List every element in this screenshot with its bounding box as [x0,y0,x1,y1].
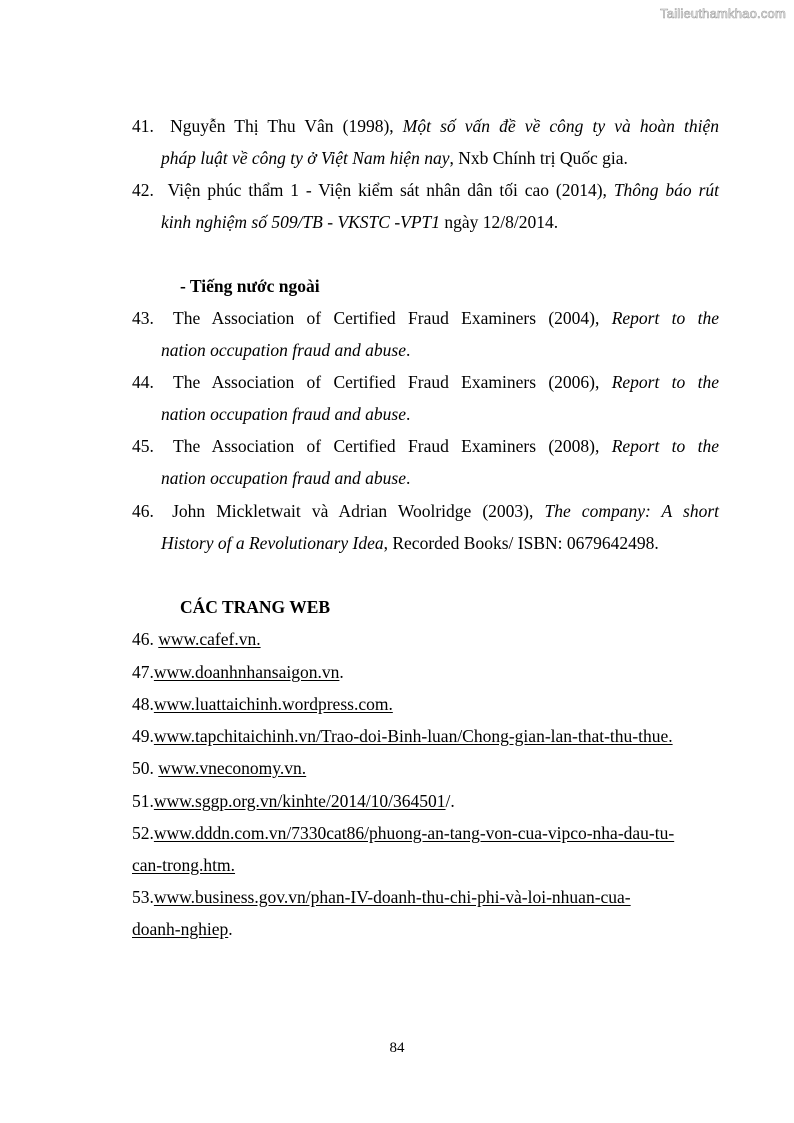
reference-text: ngày 12/8/2014. [440,212,559,232]
website-suffix: . [339,662,344,682]
reference-46 [132,495,719,559]
website-link[interactable]: www.sggp.org.vn/kinhte/2014/10/364501 [153,791,446,811]
reference-number: 43. [132,308,154,328]
website-number: 52. [132,823,154,843]
reference-number: 44. [132,372,154,392]
reference-43 [132,302,719,366]
page-number: 84 [389,1040,405,1056]
website-link[interactable]: www.dddn.com.vn/7330cat86/phuong-an-tang-von-cua-vipco-nha-dau-tu- [153,823,675,843]
reference-45 [132,430,719,494]
website-item-continued [132,849,732,881]
reference-number: 41. [132,116,154,136]
reference-41 [132,110,719,174]
reference-title: Một số vấn đề về công ty và hoàn thiện [402,116,719,136]
website-item [132,817,732,849]
website-number: 51. [132,791,154,811]
website-number: 46. [132,629,159,649]
reference-text: . [405,468,411,488]
reference-title: nation occupation fraud and abuse [161,340,406,360]
foreign-references-heading: - Tiếng nước ngoài [180,276,320,296]
reference-42 [132,174,719,238]
website-link[interactable]: www.vneconomy.vn. [158,758,307,778]
reference-text: Nguyễn Thị Thu Vân (1998), [161,116,403,136]
reference-number: 45. [132,436,154,456]
reference-title: pháp luật về công ty ở Việt Nam hiện nay [161,148,450,168]
reference-title: Report to the [611,372,719,392]
website-link[interactable]: www.cafef.vn. [158,629,261,649]
reference-number: 46. [132,501,154,521]
website-link[interactable]: doanh-nghiep [132,919,229,939]
website-link[interactable]: www.tapchitaichinh.vn/Trao-doi-Binh-luan/Chong-gian-lan-that-thu-thue. [153,726,673,746]
website-number: 50. [132,758,159,778]
website-item [132,623,732,655]
reference-title: nation occupation fraud and abuse [161,404,406,424]
reference-title: Report to the [611,436,719,456]
website-item [132,785,732,817]
reference-text: , Recorded Books/ ISBN: 0679642498. [383,533,659,553]
reference-text: The Association of Certified Fraud Examiners (2006), [161,372,612,392]
website-number: 49. [132,726,154,746]
reference-text: . [405,404,411,424]
website-item [132,688,732,720]
reference-title: kinh nghiệm số 509/TB - VKSTC -VPT1 [161,212,441,232]
websites-heading: CÁC TRANG WEB [180,597,331,617]
reference-title: The company: A short [544,501,719,521]
website-link[interactable]: www.doanhnhansaigon.vn [153,662,340,682]
reference-text: , Nxb Chính trị Quốc gia. [449,148,628,168]
reference-title: nation occupation fraud and abuse [161,468,406,488]
reference-text: John Mickletwait và Adrian Woolridge (2003), [161,501,545,521]
reference-44 [132,366,719,430]
reference-title: History of a Revolutionary Idea [161,533,384,553]
website-link[interactable]: www.luattaichinh.wordpress.com. [153,694,393,714]
website-suffix: . [228,919,233,939]
website-item [132,720,732,752]
reference-title: Report to the [611,308,719,328]
website-item [132,881,732,913]
reference-text: The Association of Certified Fraud Examiners (2004), [161,308,612,328]
website-link[interactable]: www.business.gov.vn/phan-IV-doanh-thu-chi-phi-và-loi-nhuan-cua- [153,887,631,907]
website-number: 53. [132,887,154,907]
website-item [132,656,732,688]
reference-text: . [405,340,411,360]
reference-text: Viện phúc thẩm 1 - Viện kiểm sát nhân dân tối cao (2014), [161,180,614,200]
website-suffix: /. [445,791,455,811]
website-number: 47. [132,662,154,682]
reference-title: Thông báo rút [613,180,719,200]
watermark-text: Tailieuthamkhao.com [660,6,786,21]
website-link[interactable]: can-trong.htm. [132,855,236,875]
website-item-continued [132,913,732,945]
website-item [132,752,732,784]
reference-number: 42. [132,180,154,200]
website-number: 48. [132,694,154,714]
reference-text: The Association of Certified Fraud Examiners (2008), [161,436,612,456]
